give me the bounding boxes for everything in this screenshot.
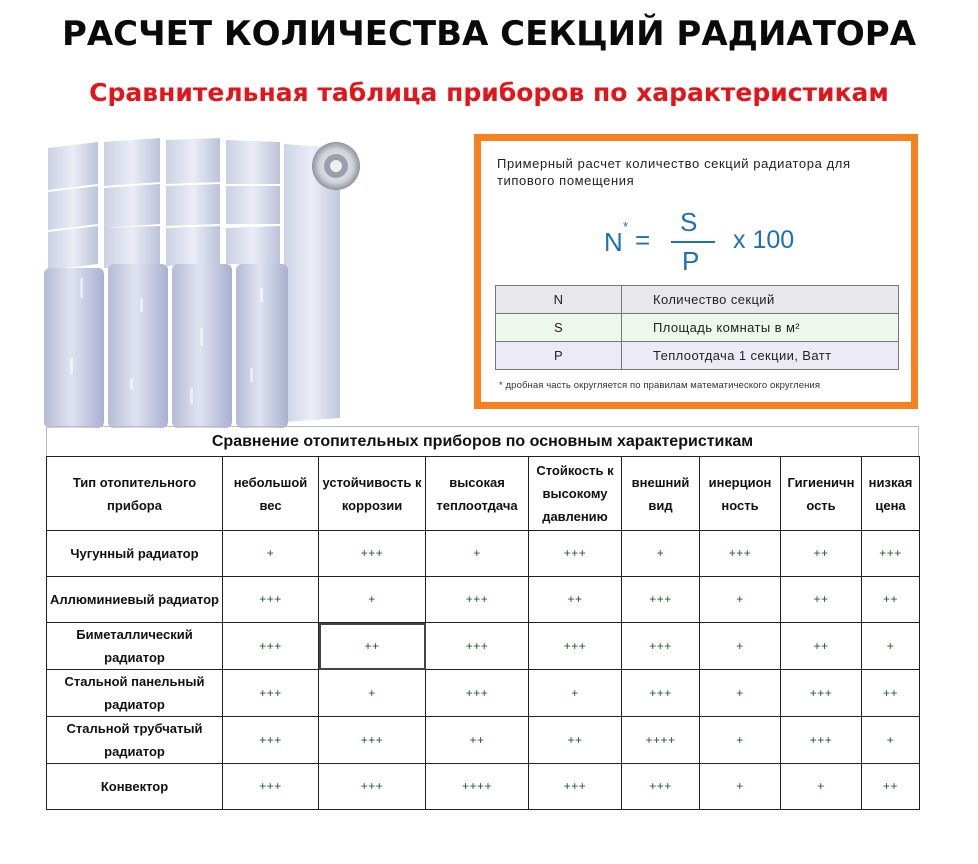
formula-footnote: * дробная часть округляется по правилам математического округления xyxy=(499,380,821,391)
rating-cell: + xyxy=(622,531,700,577)
rating-cell: + xyxy=(319,670,426,717)
rating-cell: +++ xyxy=(223,670,319,717)
table-row xyxy=(47,717,920,764)
formula-legend-table xyxy=(495,285,899,370)
legend-symbol: P xyxy=(496,342,622,370)
rating-cell: ++ xyxy=(781,531,862,577)
formula-multiplier: x 100 xyxy=(733,226,795,254)
rating-cell: +++ xyxy=(319,531,426,577)
rating-cell: + xyxy=(529,670,622,717)
comparison-section xyxy=(46,426,919,802)
legend-row xyxy=(496,342,899,370)
rating-cell: ++ xyxy=(319,623,426,670)
rating-cell: ++ xyxy=(862,670,920,717)
legend-row xyxy=(496,286,899,314)
device-name: Стальной панельный радиатор xyxy=(47,670,223,717)
legend-symbol: N xyxy=(496,286,622,314)
column-header: небольшой вес xyxy=(223,457,319,531)
rating-cell: ++ xyxy=(781,623,862,670)
formula-box xyxy=(474,134,918,409)
formula xyxy=(481,205,911,275)
legend-row xyxy=(496,314,899,342)
device-name: Чугунный радиатор xyxy=(47,531,223,577)
legend-symbol: S xyxy=(496,314,622,342)
rating-cell: ++ xyxy=(529,577,622,623)
device-name: Конвектор xyxy=(47,764,223,810)
rating-cell: +++ xyxy=(781,670,862,717)
rating-cell: +++ xyxy=(319,764,426,810)
rating-cell: + xyxy=(862,623,920,670)
rating-cell: + xyxy=(700,577,781,623)
formula-numerator: S xyxy=(680,207,698,237)
rating-cell: +++ xyxy=(223,623,319,670)
column-header: низкая цена xyxy=(862,457,920,531)
rating-cell: +++ xyxy=(622,670,700,717)
rating-cell: +++ xyxy=(223,764,319,810)
rating-cell: ++ xyxy=(862,764,920,810)
rating-cell: ++++ xyxy=(426,764,529,810)
column-header: внешний вид xyxy=(622,457,700,531)
table-row xyxy=(47,577,920,623)
column-header: инерцион ность xyxy=(700,457,781,531)
device-name: Аллюминиевый радиатор xyxy=(47,577,223,623)
fraction-line xyxy=(671,241,715,243)
column-header: высокая теплоотдача xyxy=(426,457,529,531)
rating-cell: + xyxy=(862,717,920,764)
formula-denominator: P xyxy=(682,246,700,276)
rating-cell: +++ xyxy=(529,531,622,577)
rating-cell: + xyxy=(700,717,781,764)
rating-cell: +++ xyxy=(529,623,622,670)
formula-description: Примерный расчет количество секций радиатора для типового помещения xyxy=(497,156,851,188)
legend-meaning: Теплоотдача 1 секции, Ватт xyxy=(622,342,899,370)
rating-cell: +++ xyxy=(529,764,622,810)
column-header: устойчивость к коррозии xyxy=(319,457,426,531)
comparison-table xyxy=(46,456,920,810)
rating-cell: ++ xyxy=(426,717,529,764)
rating-cell: +++ xyxy=(426,577,529,623)
rating-cell: +++ xyxy=(622,623,700,670)
rating-cell: +++ xyxy=(700,531,781,577)
header-row xyxy=(47,457,920,531)
rating-cell: ++ xyxy=(529,717,622,764)
rating-cell: + xyxy=(426,531,529,577)
rating-cell: +++ xyxy=(223,717,319,764)
rating-cell: ++ xyxy=(862,577,920,623)
comparison-body xyxy=(47,531,920,810)
rating-cell: + xyxy=(700,670,781,717)
formula-n: N xyxy=(604,227,623,257)
rating-cell: + xyxy=(700,623,781,670)
rating-cell: ++++ xyxy=(622,717,700,764)
table-row xyxy=(47,670,920,717)
rating-cell: +++ xyxy=(426,670,529,717)
page-subtitle: Сравнительная таблица приборов по характеристикам xyxy=(89,78,889,107)
table-row xyxy=(47,764,920,810)
legend-meaning: Количество секций xyxy=(622,286,899,314)
formula-star: * xyxy=(623,219,629,234)
rating-cell: ++ xyxy=(781,577,862,623)
column-header: Гигиеничн ость xyxy=(781,457,862,531)
rating-cell: +++ xyxy=(781,717,862,764)
rating-cell: + xyxy=(223,531,319,577)
table-row xyxy=(47,623,920,670)
rating-cell: + xyxy=(781,764,862,810)
legend-meaning: Площадь комнаты в м² xyxy=(622,314,899,342)
rating-cell: +++ xyxy=(319,717,426,764)
rating-cell: +++ xyxy=(862,531,920,577)
comparison-caption: Сравнение отопительных приборов по основным характеристикам xyxy=(46,426,919,456)
device-name: Биметаллический радиатор xyxy=(47,623,223,670)
column-header: Стойкость к высокому давлению xyxy=(529,457,622,531)
rating-cell: +++ xyxy=(622,577,700,623)
rating-cell: + xyxy=(319,577,426,623)
formula-equals: = xyxy=(635,225,651,255)
rating-cell: +++ xyxy=(426,623,529,670)
column-header: Тип отопительного прибора xyxy=(47,457,223,531)
table-row xyxy=(47,531,920,577)
rating-cell: + xyxy=(700,764,781,810)
rating-cell: +++ xyxy=(223,577,319,623)
device-name: Стальной трубчатый радиатор xyxy=(47,717,223,764)
radiator-image xyxy=(40,128,380,428)
rating-cell: +++ xyxy=(622,764,700,810)
page-title: РАСЧЕТ КОЛИЧЕСТВА СЕКЦИЙ РАДИАТОРА xyxy=(61,14,917,54)
